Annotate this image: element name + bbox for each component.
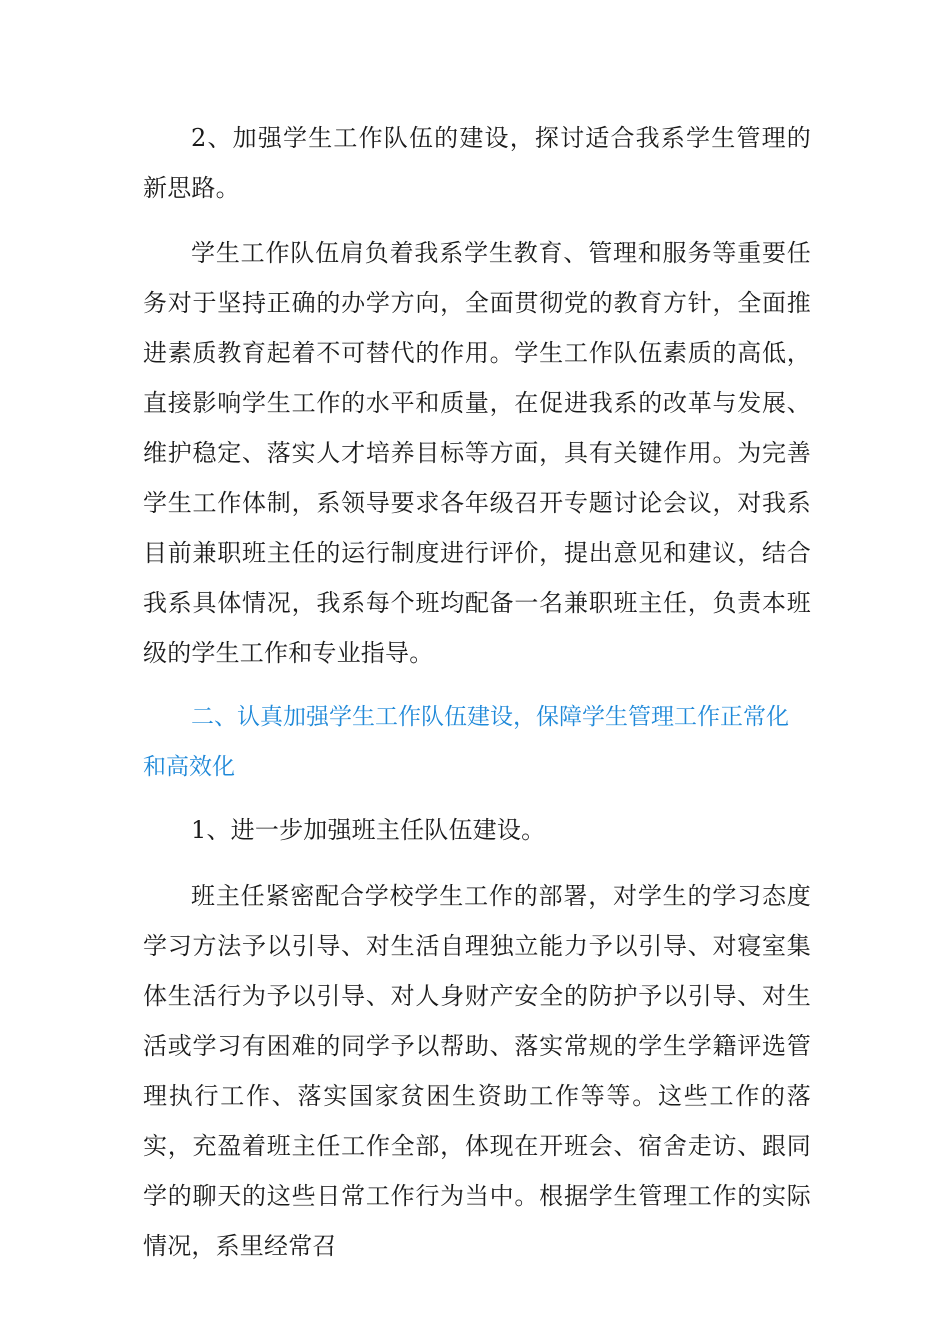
paragraph-spacer [143, 678, 811, 692]
document-body [143, 113, 811, 1271]
paragraph-spacer [143, 213, 811, 228]
paragraph-head-teacher-work: 班主任紧密配合学校学生工作的部署，对学生的学习态度学习方法予以引导、对生活自理独立能力予以引导、对寝室集体生活行为予以引导、对人身财产安全的防护予以引导、对生活或学习有困难的同学予以帮助、落实常规的学生学籍评选管理执行工作、落实国家贫困生资助工作等等。这些工作的落实，充盈着班主任工作全部，体现在开班会、宿舍走访、跟同学的聊天的这些日常工作行为当中。根据学生管理工作的实际情况，系里经常召 [143, 882, 811, 1260]
section-heading-two: 二、认真加强学生工作队伍建设，保障学生管理工作正常化和高效化 [143, 704, 789, 780]
paragraph-spacer [143, 855, 811, 871]
paragraph-student-team-duties: 学生工作队伍肩负着我系学生教育、管理和服务等重要任务对于坚持正确的办学方向，全面贯彻党的教育方针，全面推进素质教育起着不可替代的作用。学生工作队伍素质的高低，直接影响学生工作的水平和质量，在促进我系的改革与发展、维护稳定、落实人才培养目标等方面，具有关键作用。为完善学生工作体制，系领导要求各年级召开专题讨论会议，对我系目前兼职班主任的运行制度进行评价，提出意见和建议，结合我系具体情况，我系每个班均配备一名兼职班主任，负责本班级的学生工作和专业指导。 [143, 239, 811, 667]
paragraph-item-2-heading: 2、加强学生工作队伍的建设，探讨适合我系学生管理的新思路。 [143, 124, 811, 202]
paragraph-spacer [143, 792, 811, 805]
paragraph-item-1-heading: 1、进一步加强班主任队伍建设。 [191, 816, 546, 844]
